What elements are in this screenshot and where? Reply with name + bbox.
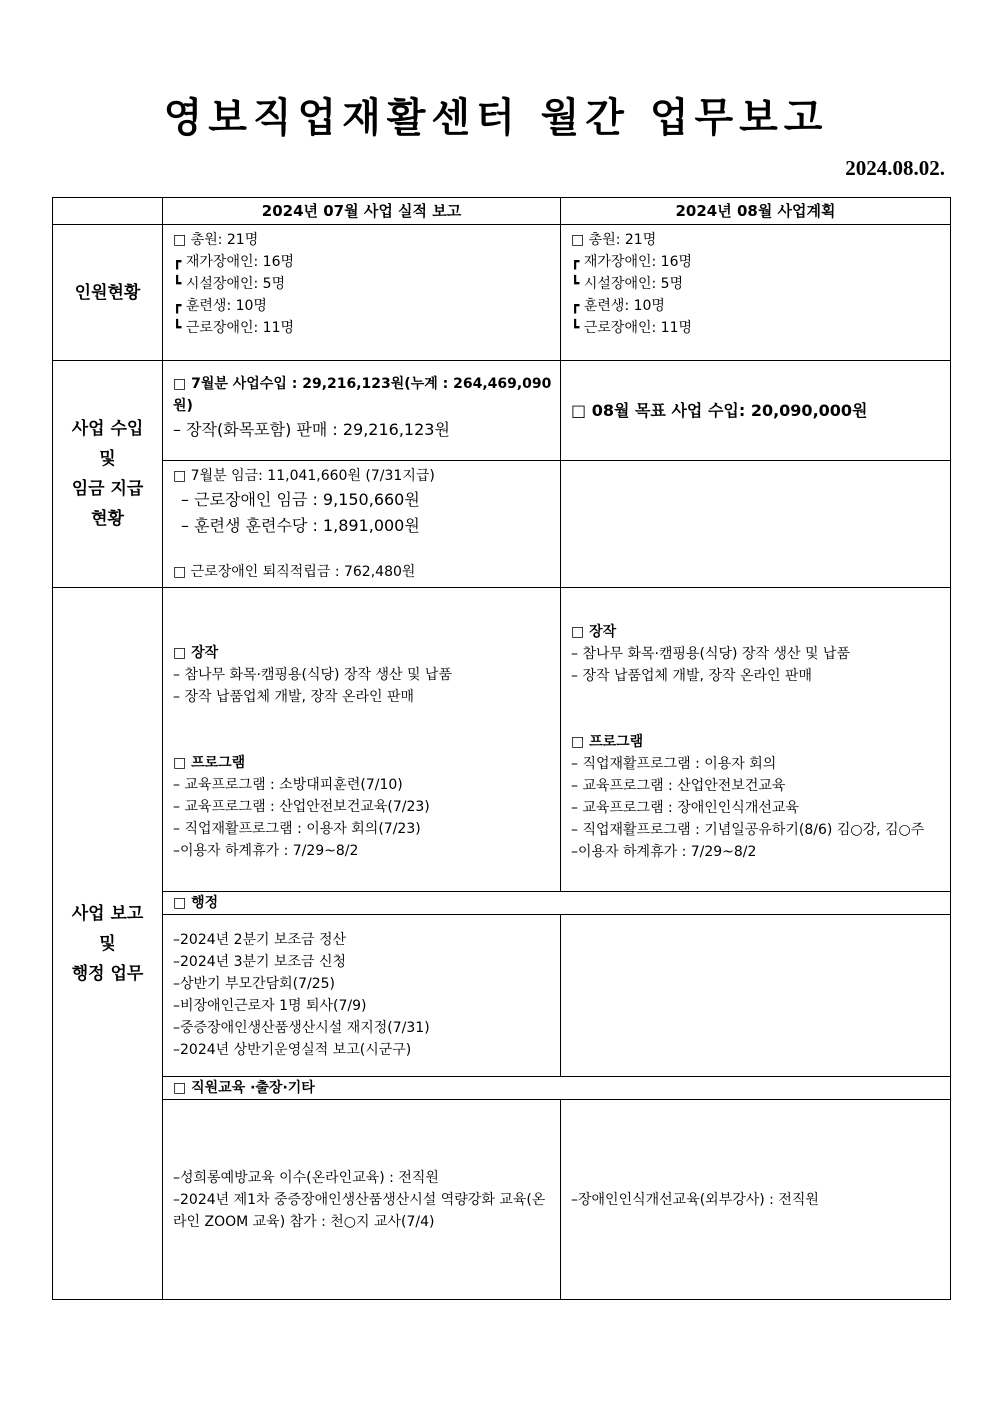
staff-workers: ┗ 근로장애인: 11명	[571, 320, 693, 336]
program-item: – 직업재활프로그램 : 이용자 회의	[571, 756, 777, 772]
staff-home-disabled: ┏ 재가장애인: 16명	[173, 254, 295, 270]
revenue-total: □ 7월분 사업수입 : 29,216,123원(누계 : 264,469,090원)	[173, 376, 552, 414]
staff-edu-title: □ 직원교육 ·출장·기타	[163, 1077, 951, 1100]
admin-august	[561, 915, 951, 1077]
wages-july	[163, 461, 561, 588]
business-july	[163, 588, 561, 892]
staff-total: □ 총원: 21명	[173, 232, 259, 248]
firewood-item: – 참나무 화목·캠핑용(식당) 장작 생산 및 납품	[571, 646, 850, 662]
admin-item: –상반기 부모간담회(7/25)	[173, 976, 336, 992]
staff-edu-august	[561, 1100, 951, 1300]
staff-edu-item: –성희롱예방교육 이수(온라인교육) : 전직원	[173, 1169, 439, 1186]
wages-total: □ 7월분 임금: 11,041,660원 (7/31지급)	[173, 468, 435, 484]
admin-item: –중증장애인생산품생산시설 재지정(7/31)	[173, 1020, 430, 1036]
firewood-title: □ 장작	[571, 624, 617, 640]
admin-item: –2024년 2분기 보조금 정산	[173, 932, 347, 948]
header-corner	[53, 198, 163, 225]
staff-trainees: ┏ 훈련생: 10명	[173, 298, 267, 314]
firewood-item: – 참나무 화목·캠핑용(식당) 장작 생산 및 납품	[173, 667, 452, 683]
staff-workers: ┗ 근로장애인: 11명	[173, 320, 295, 336]
severance-reserve: □ 근로장애인 퇴직적립금 : 762,480원	[173, 564, 416, 580]
staff-facility-disabled: ┗ 시설장애인: 5명	[571, 276, 684, 292]
business-label: 사업 보고 및 행정 업무	[53, 588, 163, 1300]
program-item: – 직업재활프로그램 : 기념일공유하기(8/6) 김○강, 김○주	[571, 822, 925, 838]
admin-title: □ 행정	[163, 892, 951, 915]
business-august	[561, 588, 951, 892]
program-item: –이용자 하계휴가 : 7/29~8/2	[173, 843, 359, 859]
admin-july	[163, 915, 561, 1077]
admin-item: –비장애인근로자 1명 퇴사(7/9)	[173, 998, 367, 1014]
wages-august	[561, 461, 951, 588]
staff-edu-item: –2024년 제1차 중증장애인생산품생산시설 역량강화 교육(온라인 ZOOM 교육) 참가 : 천○지 교사(7/4)	[173, 1191, 546, 1230]
revenue-august	[561, 361, 951, 461]
firewood-item: – 장작 납품업체 개발, 장작 온라인 판매	[571, 668, 813, 684]
header-august-plan: 2024년 08월 사업계획	[561, 198, 951, 225]
report-table	[52, 197, 951, 1300]
staff-july	[163, 225, 561, 361]
staff-label: 인원현황	[53, 225, 163, 361]
program-item: – 교육프로그램 : 소방대피훈련(7/10)	[173, 777, 403, 793]
staff-trainees: ┏ 훈련생: 10명	[571, 298, 665, 314]
program-item: – 직업재활프로그램 : 이용자 회의(7/23)	[173, 821, 421, 837]
program-item: – 교육프로그램 : 산업안전보건교육	[571, 778, 786, 794]
revenue-july	[163, 361, 561, 461]
revenue-firewood: – 장작(화목포함) 판매 : 29,216,123원	[173, 420, 450, 439]
revenue-target: □ 08월 목표 사업 수입: 20,090,000원	[571, 400, 868, 420]
report-date: 2024.08.02.	[845, 156, 945, 180]
firewood-item: – 장작 납품업체 개발, 장작 온라인 판매	[173, 689, 415, 705]
admin-item: –2024년 상반기운영실적 보고(시군구)	[173, 1042, 412, 1058]
wages-trainees: – 훈련생 훈련수당 : 1,891,000원	[181, 516, 420, 535]
income-label: 사업 수입 및 임금 지급 현황	[53, 361, 163, 588]
staff-home-disabled: ┏ 재가장애인: 16명	[571, 254, 693, 270]
staff-edu-item: –장애인인식개선교육(외부강사) : 전직원	[571, 1191, 819, 1208]
admin-item: –2024년 3분기 보조금 신청	[173, 954, 347, 970]
program-title: □ 프로그램	[173, 755, 246, 771]
program-title: □ 프로그램	[571, 734, 644, 750]
page-title: 영보직업재활센터 월간 업무보고	[163, 94, 829, 141]
program-item: – 교육프로그램 : 산업안전보건교육(7/23)	[173, 799, 430, 815]
staff-edu-july	[163, 1100, 561, 1300]
firewood-title: □ 장작	[173, 645, 219, 661]
header-july-report: 2024년 07월 사업 실적 보고	[163, 198, 561, 225]
staff-facility-disabled: ┗ 시설장애인: 5명	[173, 276, 286, 292]
program-item: –이용자 하계휴가 : 7/29~8/2	[571, 844, 757, 860]
program-item: – 교육프로그램 : 장애인인식개선교육	[571, 800, 799, 816]
staff-august	[561, 225, 951, 361]
staff-total: □ 총원: 21명	[571, 232, 657, 248]
wages-workers: – 근로장애인 임금 : 9,150,660원	[181, 490, 420, 509]
